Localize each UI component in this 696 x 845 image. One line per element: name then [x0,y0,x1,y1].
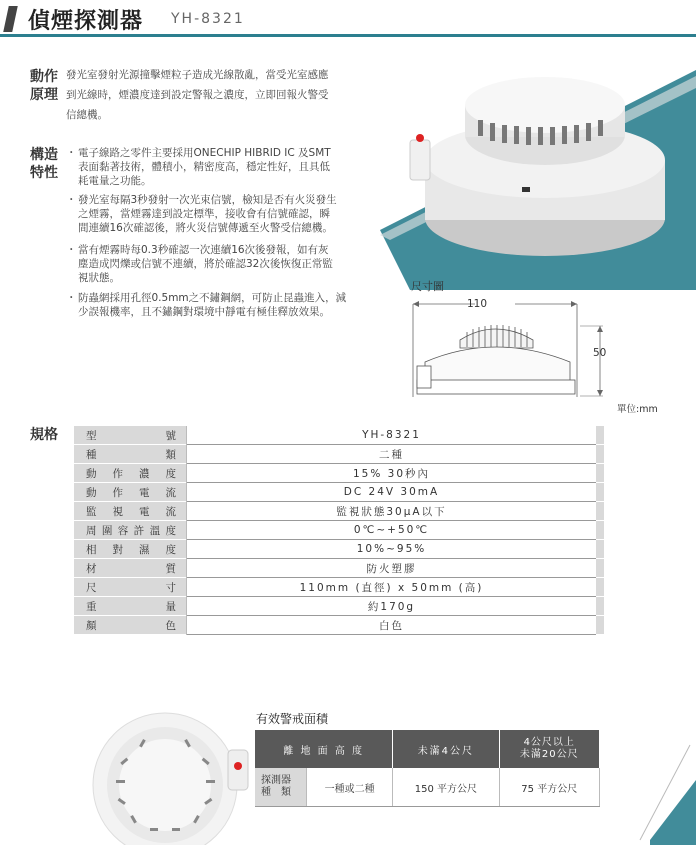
spec-key-char: 寸 [165,581,176,594]
spec-key-char: 號 [165,429,176,442]
feature-bullet-3 [66,243,386,287]
spec-key-char: 量 [165,600,176,613]
spec-key-char: 度 [165,467,176,480]
spec-key [74,502,186,521]
principle-label-2: 原理 [30,87,58,103]
feature-bullet-2 [66,193,386,237]
model-number: YH-8321 [171,11,245,27]
spec-key-char: 種 [86,448,97,461]
spec-key-char: 類 [165,448,176,461]
spec-table [74,426,604,635]
feature-text-4: 防蟲網採用孔徑0.5mm之不鏽鋼網，可防止昆蟲進入，減 少誤報機率，且不鏽鋼對環境中靜電有極佳釋放效果。 [78,292,347,318]
feature-bullet-4 [66,291,386,321]
coverage-row-label [255,768,307,807]
spec-value: DC 24V 30mA [187,483,596,502]
spec-value: 防火塑膠 [187,559,596,578]
spec-key-char: 相 [86,543,97,556]
spec-key-char: 流 [165,486,176,499]
spec-key [74,445,186,464]
spec-row [74,445,604,464]
spec-key-char: 作 [112,486,123,499]
spec-key [74,597,186,616]
spec-key-char: 動 [86,486,97,499]
coverage-col-2 [499,730,600,768]
coverage-col-2-line2: 未滿20公尺 [519,749,579,760]
spec-value: 0℃~+50℃ [187,521,596,540]
spec-value: 10%~95% [187,540,596,559]
dimension-unit: 單位:mm [617,404,658,415]
spec-row [74,597,604,616]
spec-key-char: 視 [112,505,123,518]
features-label-2: 特性 [30,165,58,181]
feature-text-3: 當有煙霧時每0.3秒確認一次連續16次後發報，如有灰 塵造成閃爍或信號不連續，將於確認32次後恢復正常監 視狀態。 [78,244,333,284]
spec-key [74,464,186,483]
spec-key-char: 周 [86,524,97,537]
spec-row [74,521,604,540]
spec-key-char: 容 [117,524,129,537]
coverage-row-label-line1: 探測器 [261,775,291,786]
spec-value: 15% 30秒內 [187,464,596,483]
spec-key-char: 對 [112,543,123,556]
bullet-mark: ・ [66,194,77,206]
dimension-title: 尺寸圖 [411,280,444,293]
coverage-col-header: 離 地 面 高 度 [255,730,393,768]
spec-key [74,616,186,635]
coverage-row-type: 一種或二種 [307,768,393,807]
spec-key-char: 濃 [139,467,150,480]
spec-key-char: 色 [165,619,176,632]
product-photo-bottom [80,700,255,845]
decorative-stripe [630,740,696,845]
feature-text-1: 電子線路之零件主要採用ONECHIP HIBRID IC 及SMT 表面黏著技術，體積小，精密度高，穩定性好，且具低 耗電量之功能。 [78,147,331,187]
coverage-table [255,730,600,807]
product-photo [380,40,696,290]
spec-key-char: 溫 [149,524,161,537]
spec-row [74,540,604,559]
spec-row [74,502,604,521]
feature-text-2: 發光室每隔3秒發射一次光束信號，檢知是否有火災發生 之煙霧，當煙霧達到設定標準，接收會有信號確認，瞬 間連續16次確認後，將火災信號傳遞至火警受信總機。 [78,194,337,234]
coverage-val-1: 150 平方公尺 [393,768,499,807]
spec-value: 110mm (直徑) x 50mm (高) [187,578,596,597]
spec-key-char: 質 [165,562,176,575]
spec-key-char: 材 [86,562,97,575]
dimension-width: 110 [467,298,488,310]
spec-row [74,483,604,502]
feature-bullet-1 [66,146,386,190]
spec-key-char: 圍 [101,524,113,537]
coverage-val-2: 75 平方公尺 [499,768,600,807]
features-label-1: 構造 [30,147,58,163]
spec-value: 監視狀態30μA以下 [187,502,596,521]
spec-key-char: 度 [165,543,176,556]
spec-row [74,578,604,597]
spec-key-char: 重 [86,600,97,613]
header-divider [0,34,696,37]
spec-value: 二種 [187,445,596,464]
spec-key [74,578,186,597]
spec-key [74,540,186,559]
spec-key [74,483,186,502]
spec-key [74,521,186,540]
spec-key-char: 作 [112,467,123,480]
spec-key [74,559,186,578]
spec-key-char: 度 [165,524,176,537]
spec-key-char: 流 [165,505,176,518]
spec-key-char: 尺 [86,581,97,594]
spec-key-char: 許 [133,524,145,537]
principle-label-1: 動作 [30,69,58,85]
spec-key-char: 監 [86,505,97,518]
spec-row [74,426,604,445]
bullet-mark: ・ [66,292,77,304]
spec-label: 規格 [30,427,58,443]
page-title: 偵煙探測器 [28,9,144,34]
coverage-col-1: 未滿4公尺 [393,730,499,768]
header-accent-bar [3,6,18,32]
spec-key-char: 電 [139,505,150,518]
principle-line-3: 信總機。 [66,109,108,121]
dimension-height: 50 [593,347,607,359]
coverage-col-2-line1: 4公尺以上 [523,737,575,748]
spec-key [74,426,186,445]
spec-key-char: 顏 [86,619,97,632]
coverage-title: 有效警戒面積 [256,712,329,726]
spec-row [74,559,604,578]
spec-value: YH-8321 [187,426,596,445]
spec-value: 白色 [187,616,596,635]
bullet-mark: ・ [66,244,77,256]
spec-value: 約170g [187,597,596,616]
spec-row [74,616,604,635]
principle-line-2: 到光線時，煙濃度達到設定警報之濃度，立即回報火警受 [66,89,329,101]
dimension-drawing [405,292,615,404]
coverage-row-label-line2: 種 類 [261,787,291,798]
bullet-mark: ・ [66,147,77,159]
spec-key-char: 型 [86,429,97,442]
spec-row [74,464,604,483]
spec-key-char: 電 [139,486,150,499]
spec-key-char: 濕 [139,543,150,556]
principle-line-1: 發光室發射光源撞擊煙粒子造成光線散亂，當受光室感應 [66,69,329,81]
spec-key-char: 動 [86,467,97,480]
